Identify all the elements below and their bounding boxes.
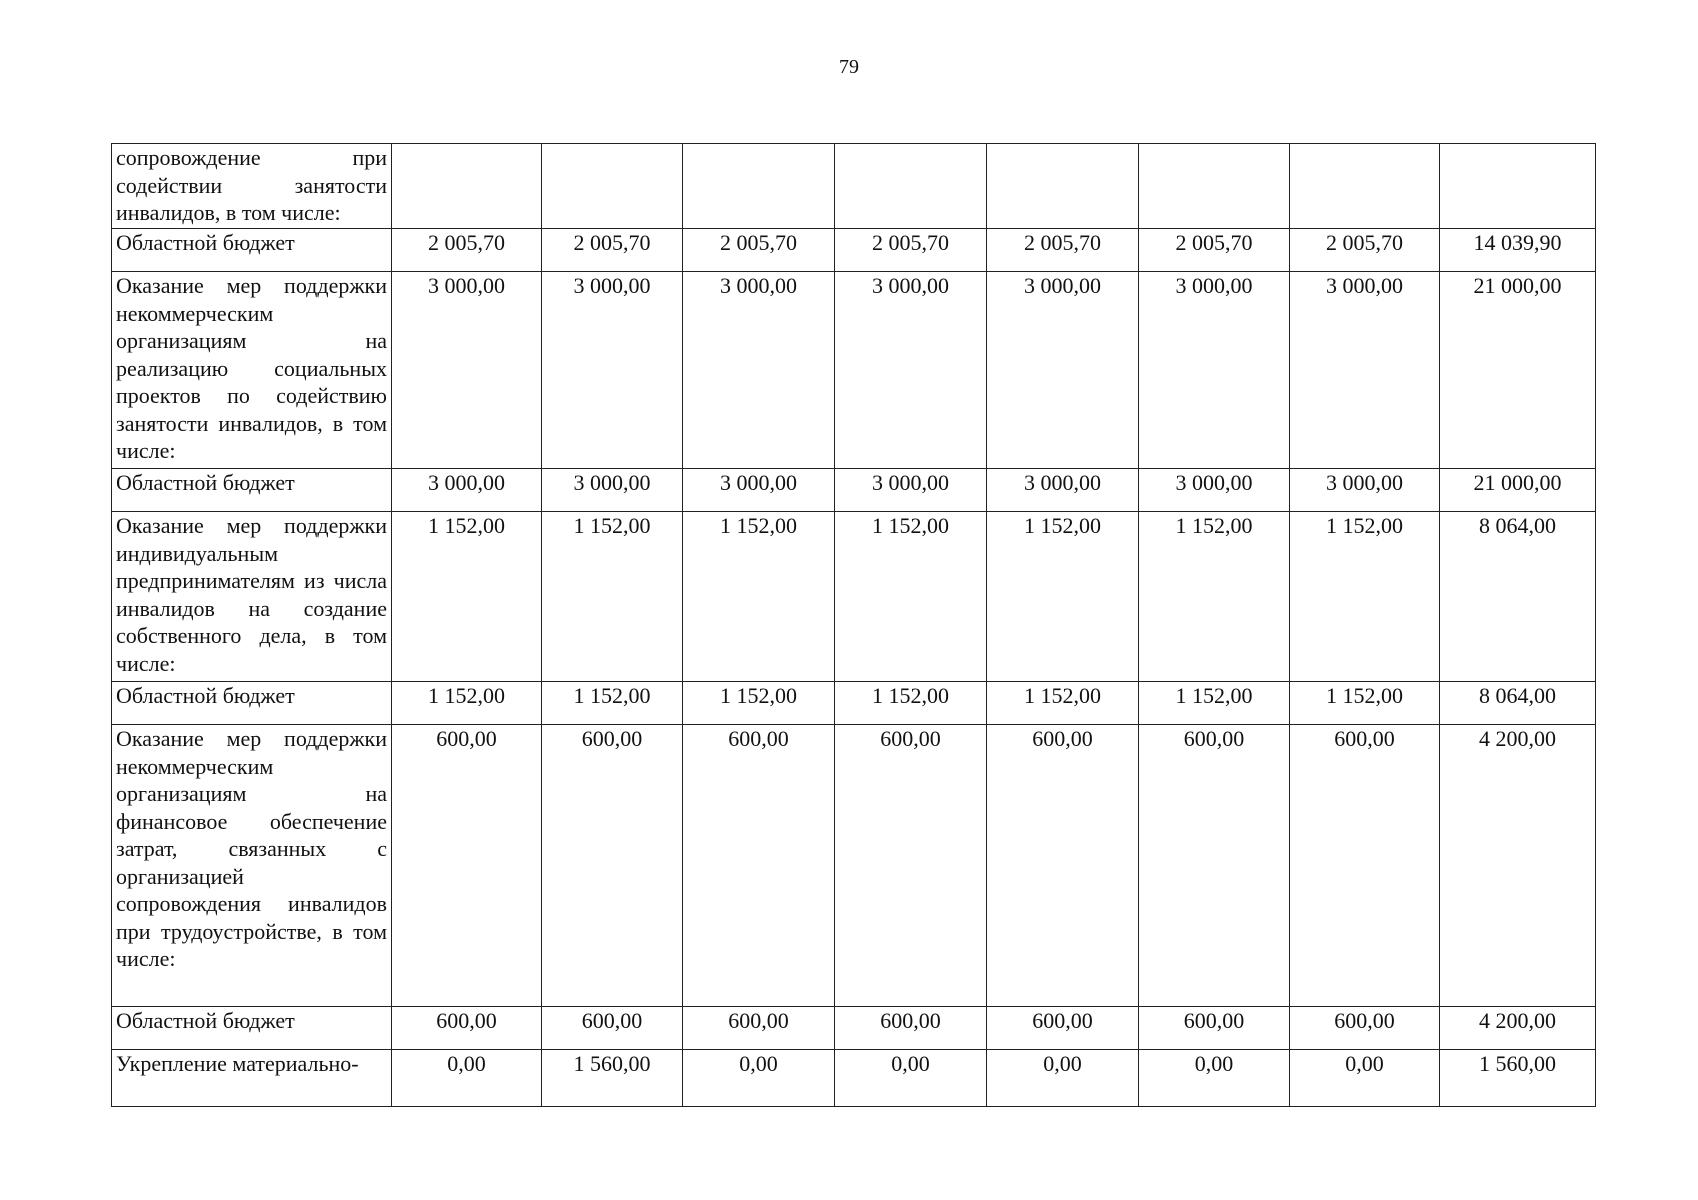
- value-cell: 3 000,00: [987, 272, 1139, 469]
- value-cell: 3 000,00: [683, 272, 835, 469]
- total-cell: 21 000,00: [1440, 272, 1596, 469]
- total-cell: 21 000,00: [1440, 469, 1596, 512]
- value-cell: 3 000,00: [392, 469, 542, 512]
- value-cell: 1 152,00: [835, 682, 987, 725]
- value-cell: [1139, 144, 1290, 229]
- row-label: Областной бюджет: [112, 469, 392, 512]
- value-cell: 1 152,00: [542, 682, 683, 725]
- value-cell: 1 560,00: [542, 1050, 683, 1107]
- value-cell: 600,00: [683, 725, 835, 1007]
- table-row: [112, 272, 1596, 469]
- row-label: Областной бюджет: [112, 229, 392, 272]
- table-row: [112, 725, 1596, 1007]
- table-row: [112, 469, 1596, 512]
- table-row: [112, 144, 1596, 229]
- value-cell: 600,00: [542, 725, 683, 1007]
- value-cell: 1 152,00: [1139, 682, 1290, 725]
- value-cell: 1 152,00: [1290, 512, 1440, 682]
- total-cell: 8 064,00: [1440, 682, 1596, 725]
- row-label: Областной бюджет: [112, 682, 392, 725]
- value-cell: 3 000,00: [683, 469, 835, 512]
- value-cell: 600,00: [1290, 725, 1440, 1007]
- value-cell: 2 005,70: [392, 229, 542, 272]
- value-cell: 3 000,00: [542, 272, 683, 469]
- value-cell: [392, 144, 542, 229]
- value-cell: [542, 144, 683, 229]
- value-cell: 0,00: [1139, 1050, 1290, 1107]
- value-cell: 3 000,00: [835, 469, 987, 512]
- budget-table: [111, 143, 1596, 1107]
- value-cell: 1 152,00: [392, 512, 542, 682]
- table-row: [112, 682, 1596, 725]
- value-cell: [1290, 144, 1440, 229]
- total-cell: 1 560,00: [1440, 1050, 1596, 1107]
- row-label: Оказание мер поддержки некоммерческим организациям на финансовое обеспечение затрат, связанных с организацией сопровождения инвалидов при трудоустройстве, в том числе:: [112, 725, 392, 1007]
- value-cell: 600,00: [542, 1007, 683, 1050]
- table-row: [112, 512, 1596, 682]
- value-cell: 2 005,70: [1290, 229, 1440, 272]
- value-cell: 600,00: [683, 1007, 835, 1050]
- value-cell: 1 152,00: [392, 682, 542, 725]
- value-cell: 2 005,70: [683, 229, 835, 272]
- value-cell: 1 152,00: [542, 512, 683, 682]
- total-cell: 8 064,00: [1440, 512, 1596, 682]
- value-cell: 2 005,70: [1139, 229, 1290, 272]
- value-cell: 3 000,00: [987, 469, 1139, 512]
- value-cell: 2 005,70: [835, 229, 987, 272]
- value-cell: 3 000,00: [1139, 272, 1290, 469]
- value-cell: 0,00: [987, 1050, 1139, 1107]
- total-cell: 4 200,00: [1440, 1007, 1596, 1050]
- value-cell: 600,00: [1139, 1007, 1290, 1050]
- value-cell: 600,00: [987, 1007, 1139, 1050]
- value-cell: 600,00: [392, 725, 542, 1007]
- total-cell: [1440, 144, 1596, 229]
- value-cell: 600,00: [987, 725, 1139, 1007]
- row-label: Укрепление материально-: [112, 1050, 392, 1107]
- value-cell: 2 005,70: [987, 229, 1139, 272]
- value-cell: 3 000,00: [835, 272, 987, 469]
- value-cell: 3 000,00: [1290, 469, 1440, 512]
- page-number: 79: [839, 56, 859, 78]
- row-label: сопровождение при содействии занятости инвалидов, в том числе:: [112, 144, 392, 229]
- value-cell: 600,00: [835, 1007, 987, 1050]
- value-cell: 1 152,00: [987, 512, 1139, 682]
- value-cell: 1 152,00: [1139, 512, 1290, 682]
- value-cell: 3 000,00: [542, 469, 683, 512]
- table-row: [112, 1007, 1596, 1050]
- total-cell: 4 200,00: [1440, 725, 1596, 1007]
- value-cell: [683, 144, 835, 229]
- value-cell: 0,00: [392, 1050, 542, 1107]
- value-cell: 1 152,00: [835, 512, 987, 682]
- table-row: [112, 229, 1596, 272]
- value-cell: [835, 144, 987, 229]
- value-cell: 3 000,00: [392, 272, 542, 469]
- value-cell: 600,00: [1290, 1007, 1440, 1050]
- value-cell: 600,00: [835, 725, 987, 1007]
- table-row: [112, 1050, 1596, 1107]
- value-cell: 0,00: [683, 1050, 835, 1107]
- value-cell: 1 152,00: [683, 512, 835, 682]
- row-label: Оказание мер поддержки индивидуальным предпринимателям из числа инвалидов на создание собственного дела, в том числе:: [112, 512, 392, 682]
- value-cell: 1 152,00: [683, 682, 835, 725]
- row-label: Оказание мер поддержки некоммерческим организациям на реализацию социальных проектов по содействию занятости инвалидов, в том числе:: [112, 272, 392, 469]
- value-cell: 600,00: [1139, 725, 1290, 1007]
- value-cell: 600,00: [392, 1007, 542, 1050]
- value-cell: 3 000,00: [1139, 469, 1290, 512]
- value-cell: 1 152,00: [1290, 682, 1440, 725]
- value-cell: [987, 144, 1139, 229]
- total-cell: 14 039,90: [1440, 229, 1596, 272]
- value-cell: 1 152,00: [987, 682, 1139, 725]
- row-label: Областной бюджет: [112, 1007, 392, 1050]
- value-cell: 2 005,70: [542, 229, 683, 272]
- value-cell: 0,00: [835, 1050, 987, 1107]
- value-cell: 0,00: [1290, 1050, 1440, 1107]
- value-cell: 3 000,00: [1290, 272, 1440, 469]
